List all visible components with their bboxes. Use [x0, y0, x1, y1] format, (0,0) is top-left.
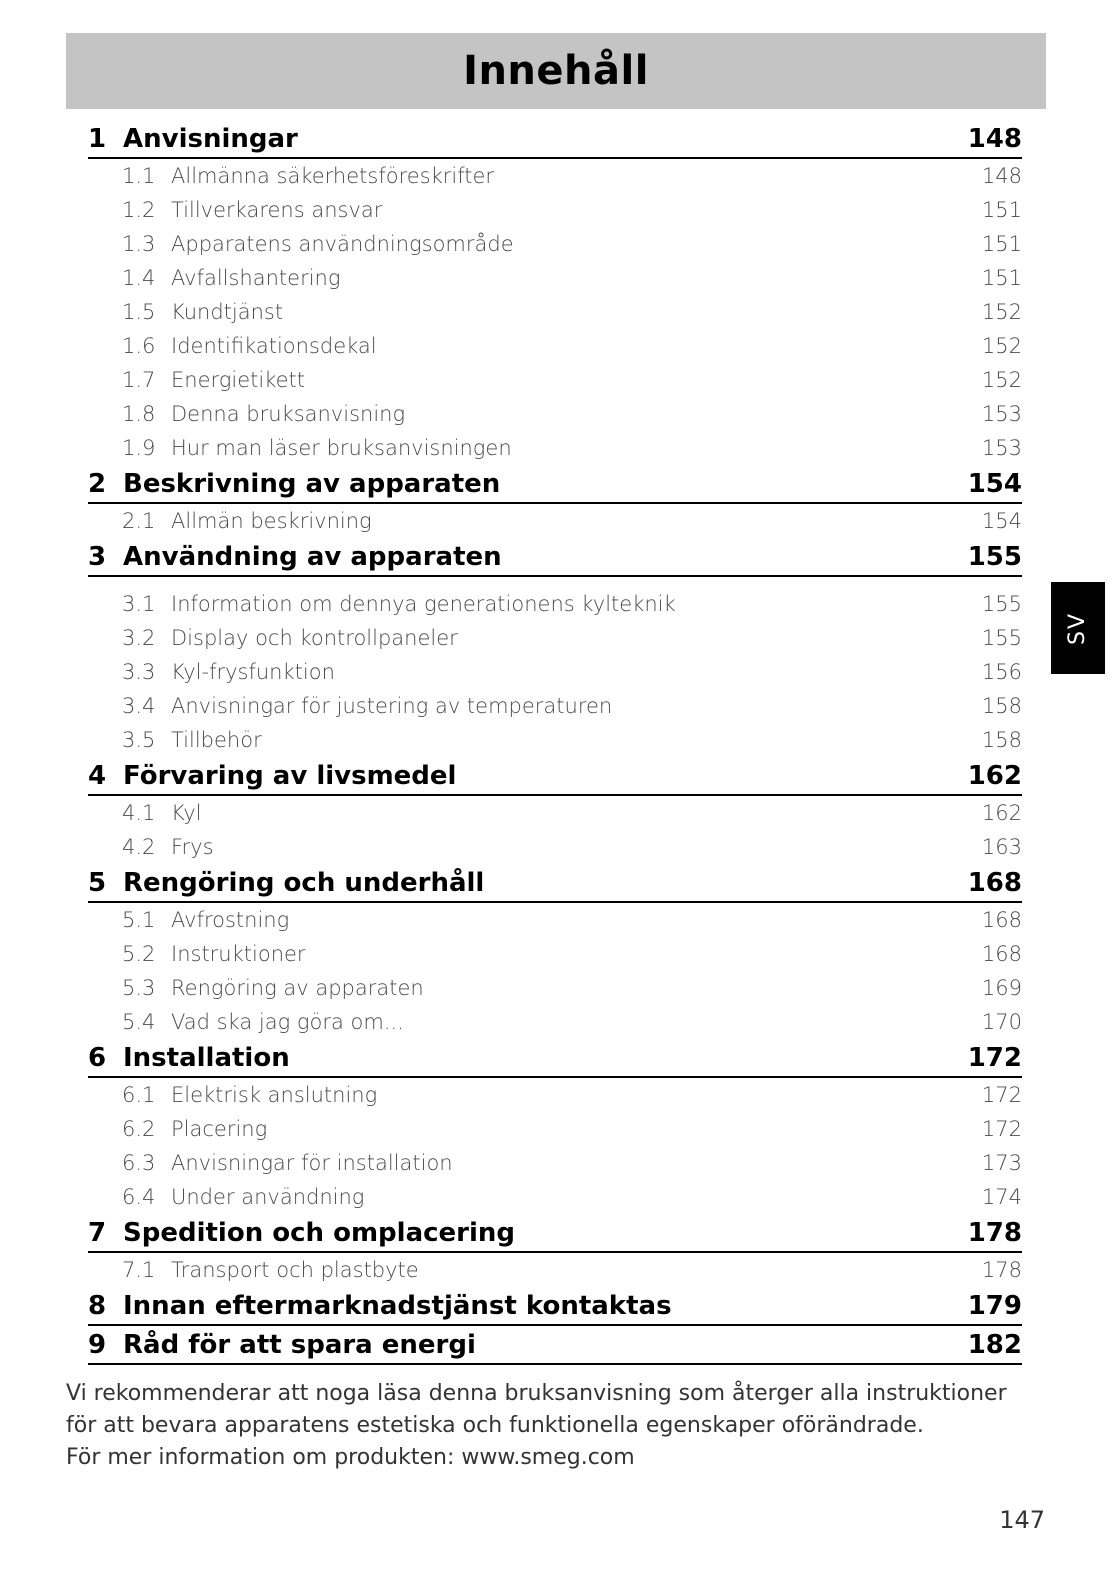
toc-subsection-row [88, 971, 1022, 1005]
section-title: Innan eftermarknadstjänst kontaktas [123, 1290, 672, 1321]
subsection-title: Hur man läser bruksanvisningen [171, 436, 512, 460]
subsection-title: Information om dennya generationens kylteknik [171, 592, 676, 616]
subsection-title: Instruktioner [171, 942, 306, 966]
subsection-page: 152 [981, 300, 1022, 324]
toc-subsection-row [88, 621, 1022, 655]
subsection-number: 5.1 [122, 908, 156, 932]
subsection-page: 172 [981, 1117, 1022, 1141]
toc-section-row [88, 1214, 1022, 1253]
subsection-number: 3.2 [122, 626, 156, 650]
subsection-page: 158 [981, 728, 1022, 752]
subsection-number: 1.1 [122, 164, 156, 188]
toc-subsection-row [88, 723, 1022, 757]
subsection-page: 153 [981, 436, 1022, 460]
footer-note [66, 1378, 1026, 1474]
section-page: 168 [967, 867, 1022, 898]
toc-section-row [88, 120, 1022, 159]
section-title: Användning av apparaten [123, 541, 502, 572]
subsection-page: 169 [981, 976, 1022, 1000]
toc-subsection-row [88, 937, 1022, 971]
section-page: 155 [967, 541, 1022, 572]
subsection-number: 1.7 [122, 368, 156, 392]
toc-section-row [88, 864, 1022, 903]
section-number: 7 [88, 1217, 107, 1248]
subsection-number: 6.4 [122, 1185, 156, 1209]
subsection-number: 5.2 [122, 942, 156, 966]
subsection-title: Elektrisk anslutning [171, 1083, 378, 1107]
subsection-title: Tillbehör [171, 728, 262, 752]
subsection-number: 3.4 [122, 694, 156, 718]
subsection-page: 148 [981, 164, 1022, 188]
subsection-page: 153 [981, 402, 1022, 426]
subsection-number: 6.1 [122, 1083, 156, 1107]
section-number: 1 [88, 123, 107, 154]
section-page: 178 [967, 1217, 1022, 1248]
subsection-title: Display och kontrollpaneler [171, 626, 458, 650]
page-number: 147 [999, 1506, 1045, 1534]
spacer [88, 577, 1022, 587]
subsection-number: 3.3 [122, 660, 156, 684]
toc-subsection-row [88, 431, 1022, 465]
subsection-title: Transport och plastbyte [171, 1258, 419, 1282]
toc-section-row [88, 1326, 1022, 1365]
subsection-page: 172 [981, 1083, 1022, 1107]
subsection-title: Anvisningar för installation [171, 1151, 453, 1175]
subsection-number: 3.5 [122, 728, 156, 752]
section-title: Spedition och omplacering [123, 1217, 516, 1248]
section-number: 6 [88, 1042, 107, 1073]
subsection-number: 4.2 [122, 835, 156, 859]
subsection-title: Allmänna säkerhetsföreskrifter [171, 164, 495, 188]
subsection-title: Energietikett [171, 368, 305, 392]
toc-subsection-row [88, 504, 1022, 538]
subsection-page: 158 [981, 694, 1022, 718]
subsection-number: 6.2 [122, 1117, 156, 1141]
toc-subsection-row [88, 261, 1022, 295]
subsection-title: Kundtjänst [171, 300, 284, 324]
toc-subsection-row [88, 796, 1022, 830]
section-page: 172 [967, 1042, 1022, 1073]
subsection-page: 170 [981, 1010, 1022, 1034]
section-page: 179 [967, 1290, 1022, 1321]
subsection-page: 178 [981, 1258, 1022, 1282]
toc-subsection-row [88, 295, 1022, 329]
toc-section-row [88, 465, 1022, 504]
toc-subsection-row [88, 397, 1022, 431]
subsection-page: 162 [981, 801, 1022, 825]
toc-subsection-row [88, 1180, 1022, 1214]
subsection-number: 1.4 [122, 266, 156, 290]
subsection-page: 155 [981, 592, 1022, 616]
toc-subsection-row [88, 1112, 1022, 1146]
subsection-title: Denna bruksanvisning [171, 402, 406, 426]
section-page: 182 [967, 1329, 1022, 1360]
section-number: 3 [88, 541, 107, 572]
toc-subsection-row [88, 689, 1022, 723]
toc-subsection-row [88, 159, 1022, 193]
subsection-title: Placering [171, 1117, 268, 1141]
toc-subsection-row [88, 1078, 1022, 1112]
section-page: 162 [967, 760, 1022, 791]
subsection-number: 7.1 [122, 1258, 156, 1282]
subsection-number: 2.1 [122, 509, 156, 533]
subsection-title: Avfallshantering [171, 266, 341, 290]
toc-subsection-row [88, 1146, 1022, 1180]
subsection-page: 151 [981, 198, 1022, 222]
section-number: 5 [88, 867, 107, 898]
subsection-title: Kyl-frysfunktion [171, 660, 335, 684]
toc-section-row [88, 538, 1022, 577]
table-of-contents [88, 120, 1022, 1365]
section-page: 154 [967, 468, 1022, 499]
language-tab [1051, 582, 1105, 674]
section-number: 4 [88, 760, 107, 791]
subsection-number: 1.6 [122, 334, 156, 358]
toc-section-row [88, 1039, 1022, 1078]
subsection-number: 1.8 [122, 402, 156, 426]
language-tab-label: SV [1065, 611, 1091, 645]
toc-section-row [88, 757, 1022, 796]
subsection-page: 151 [981, 232, 1022, 256]
subsection-title: Frys [171, 835, 214, 859]
section-title: Råd för att spara energi [123, 1329, 476, 1360]
toc-subsection-row [88, 193, 1022, 227]
subsection-title: Identifikationsdekal [171, 334, 377, 358]
subsection-number: 1.9 [122, 436, 156, 460]
subsection-page: 163 [981, 835, 1022, 859]
subsection-page: 156 [981, 660, 1022, 684]
subsection-number: 1.5 [122, 300, 156, 324]
toc-subsection-row [88, 1005, 1022, 1039]
subsection-number: 5.4 [122, 1010, 156, 1034]
title-banner [66, 33, 1046, 109]
toc-subsection-row [88, 1253, 1022, 1287]
subsection-page: 154 [981, 509, 1022, 533]
subsection-title: Allmän beskrivning [171, 509, 372, 533]
subsection-page: 151 [981, 266, 1022, 290]
subsection-title: Avfrostning [171, 908, 290, 932]
subsection-number: 1.3 [122, 232, 156, 256]
subsection-number: 6.3 [122, 1151, 156, 1175]
subsection-page: 152 [981, 368, 1022, 392]
toc-subsection-row [88, 655, 1022, 689]
toc-subsection-row [88, 227, 1022, 261]
footer-recommendation: Vi rekommenderar att noga läsa denna bruksanvisning som återger alla instruktioner för att bevara apparatens estetiska och funktionella egenskaper oförändrade. [66, 1381, 1007, 1438]
section-title: Installation [123, 1042, 290, 1073]
section-number: 2 [88, 468, 107, 499]
toc-subsection-row [88, 587, 1022, 621]
toc-subsection-row [88, 329, 1022, 363]
subsection-page: 173 [981, 1151, 1022, 1175]
subsection-title: Tillverkarens ansvar [171, 198, 383, 222]
section-number: 9 [88, 1329, 107, 1360]
section-number: 8 [88, 1290, 107, 1321]
subsection-title: Under användning [171, 1185, 365, 1209]
section-title: Beskrivning av apparaten [123, 468, 501, 499]
subsection-title: Rengöring av apparaten [171, 976, 424, 1000]
footer-info: För mer information om produkten: www.smeg.com [66, 1445, 635, 1470]
section-title: Förvaring av livsmedel [123, 760, 457, 791]
toc-subsection-row [88, 830, 1022, 864]
subsection-title: Vad ska jag göra om... [171, 1010, 404, 1034]
subsection-page: 152 [981, 334, 1022, 358]
toc-section-row [88, 1287, 1022, 1326]
section-title: Anvisningar [123, 123, 298, 154]
toc-subsection-row [88, 363, 1022, 397]
subsection-title: Kyl [171, 801, 202, 825]
subsection-page: 168 [981, 942, 1022, 966]
subsection-number: 5.3 [122, 976, 156, 1000]
section-page: 148 [967, 123, 1022, 154]
subsection-page: 155 [981, 626, 1022, 650]
subsection-title: Anvisningar för justering av temperaturen [171, 694, 613, 718]
subsection-page: 174 [981, 1185, 1022, 1209]
subsection-number: 3.1 [122, 592, 156, 616]
section-title: Rengöring och underhåll [123, 867, 485, 898]
page-title: Innehåll [463, 48, 649, 94]
subsection-number: 4.1 [122, 801, 156, 825]
subsection-page: 168 [981, 908, 1022, 932]
toc-subsection-row [88, 903, 1022, 937]
subsection-title: Apparatens användningsområde [171, 232, 514, 256]
subsection-number: 1.2 [122, 198, 156, 222]
